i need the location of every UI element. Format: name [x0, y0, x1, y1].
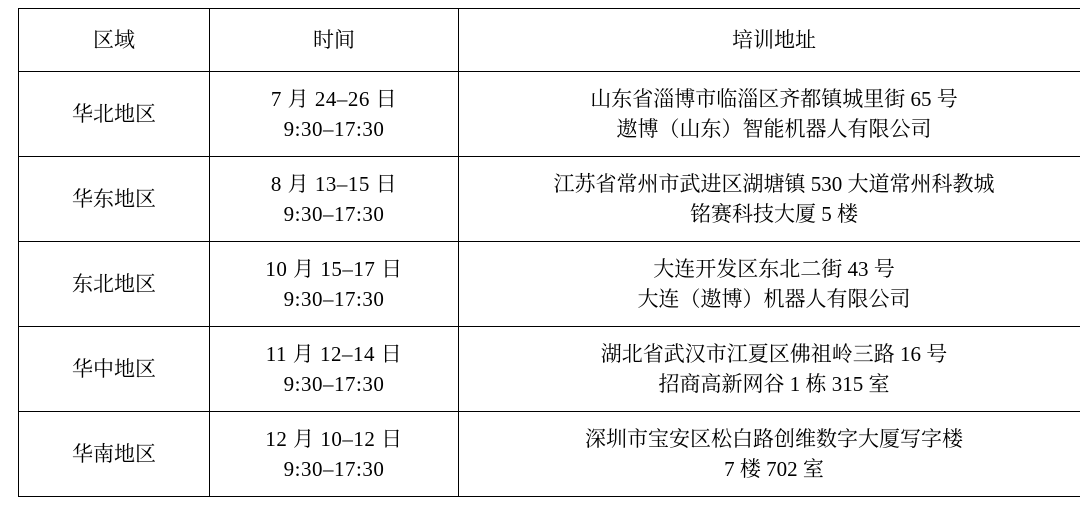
- cell-address: [459, 72, 1080, 157]
- cell-region: 华南地区: [19, 412, 210, 497]
- address-line-1: 江苏省常州市武进区湖塘镇 530 大道常州科教城: [553, 171, 995, 196]
- address-line-1: 深圳市宝安区松白路创维数字大厦写字楼: [585, 426, 963, 451]
- address-line-2: 遨博（山东）智能机器人有限公司: [616, 117, 932, 141]
- table-header-row: [19, 9, 1080, 72]
- cell-region: 华北地区: [19, 72, 210, 157]
- cell-address: [459, 327, 1080, 412]
- time-hours: 9:30–17:30: [283, 457, 385, 481]
- cell-address: [459, 242, 1080, 327]
- cell-region: 东北地区: [19, 242, 210, 327]
- cell-region: 华中地区: [19, 327, 210, 412]
- address-line-1: 湖北省武汉市江夏区佛祖岭三路 16 号: [600, 341, 948, 366]
- cell-time: [210, 412, 459, 497]
- time-date: 7 月 24–26 日: [270, 86, 398, 111]
- time-hours: 9:30–17:30: [283, 202, 385, 226]
- cell-time: [210, 327, 459, 412]
- cell-address: [459, 412, 1080, 497]
- table-row: [19, 72, 1080, 157]
- cell-time: [210, 157, 459, 242]
- time-date: 8 月 13–15 日: [270, 171, 398, 196]
- cell-time: [210, 72, 459, 157]
- table-row: [19, 412, 1080, 497]
- time-hours: 9:30–17:30: [283, 372, 385, 396]
- table-row: [19, 242, 1080, 327]
- column-header-time: 时间: [210, 9, 459, 72]
- time-date: 11 月 12–14 日: [265, 341, 403, 366]
- address-line-1: 大连开发区东北二街 43 号: [653, 256, 895, 281]
- time-hours: 9:30–17:30: [283, 287, 385, 311]
- table-row: [19, 157, 1080, 242]
- column-header-address: 培训地址: [459, 9, 1080, 72]
- time-date: 10 月 15–17 日: [265, 256, 403, 281]
- cell-region: 华东地区: [19, 157, 210, 242]
- cell-time: [210, 242, 459, 327]
- address-line-2: 铭赛科技大厦 5 楼: [690, 202, 858, 226]
- time-date: 12 月 10–12 日: [265, 426, 403, 451]
- table-header: [19, 9, 1080, 72]
- address-line-1: 山东省淄博市临淄区齐都镇城里街 65 号: [590, 86, 958, 111]
- time-hours: 9:30–17:30: [283, 117, 385, 141]
- table-body: [19, 72, 1080, 497]
- training-schedule-table: [18, 8, 1080, 497]
- column-header-region: 区域: [19, 9, 210, 72]
- table-row: [19, 327, 1080, 412]
- address-line-2: 招商高新网谷 1 栋 315 室: [658, 372, 890, 396]
- cell-address: [459, 157, 1080, 242]
- address-line-2: 大连（遨博）机器人有限公司: [637, 287, 911, 311]
- address-line-2: 7 楼 702 室: [724, 457, 824, 481]
